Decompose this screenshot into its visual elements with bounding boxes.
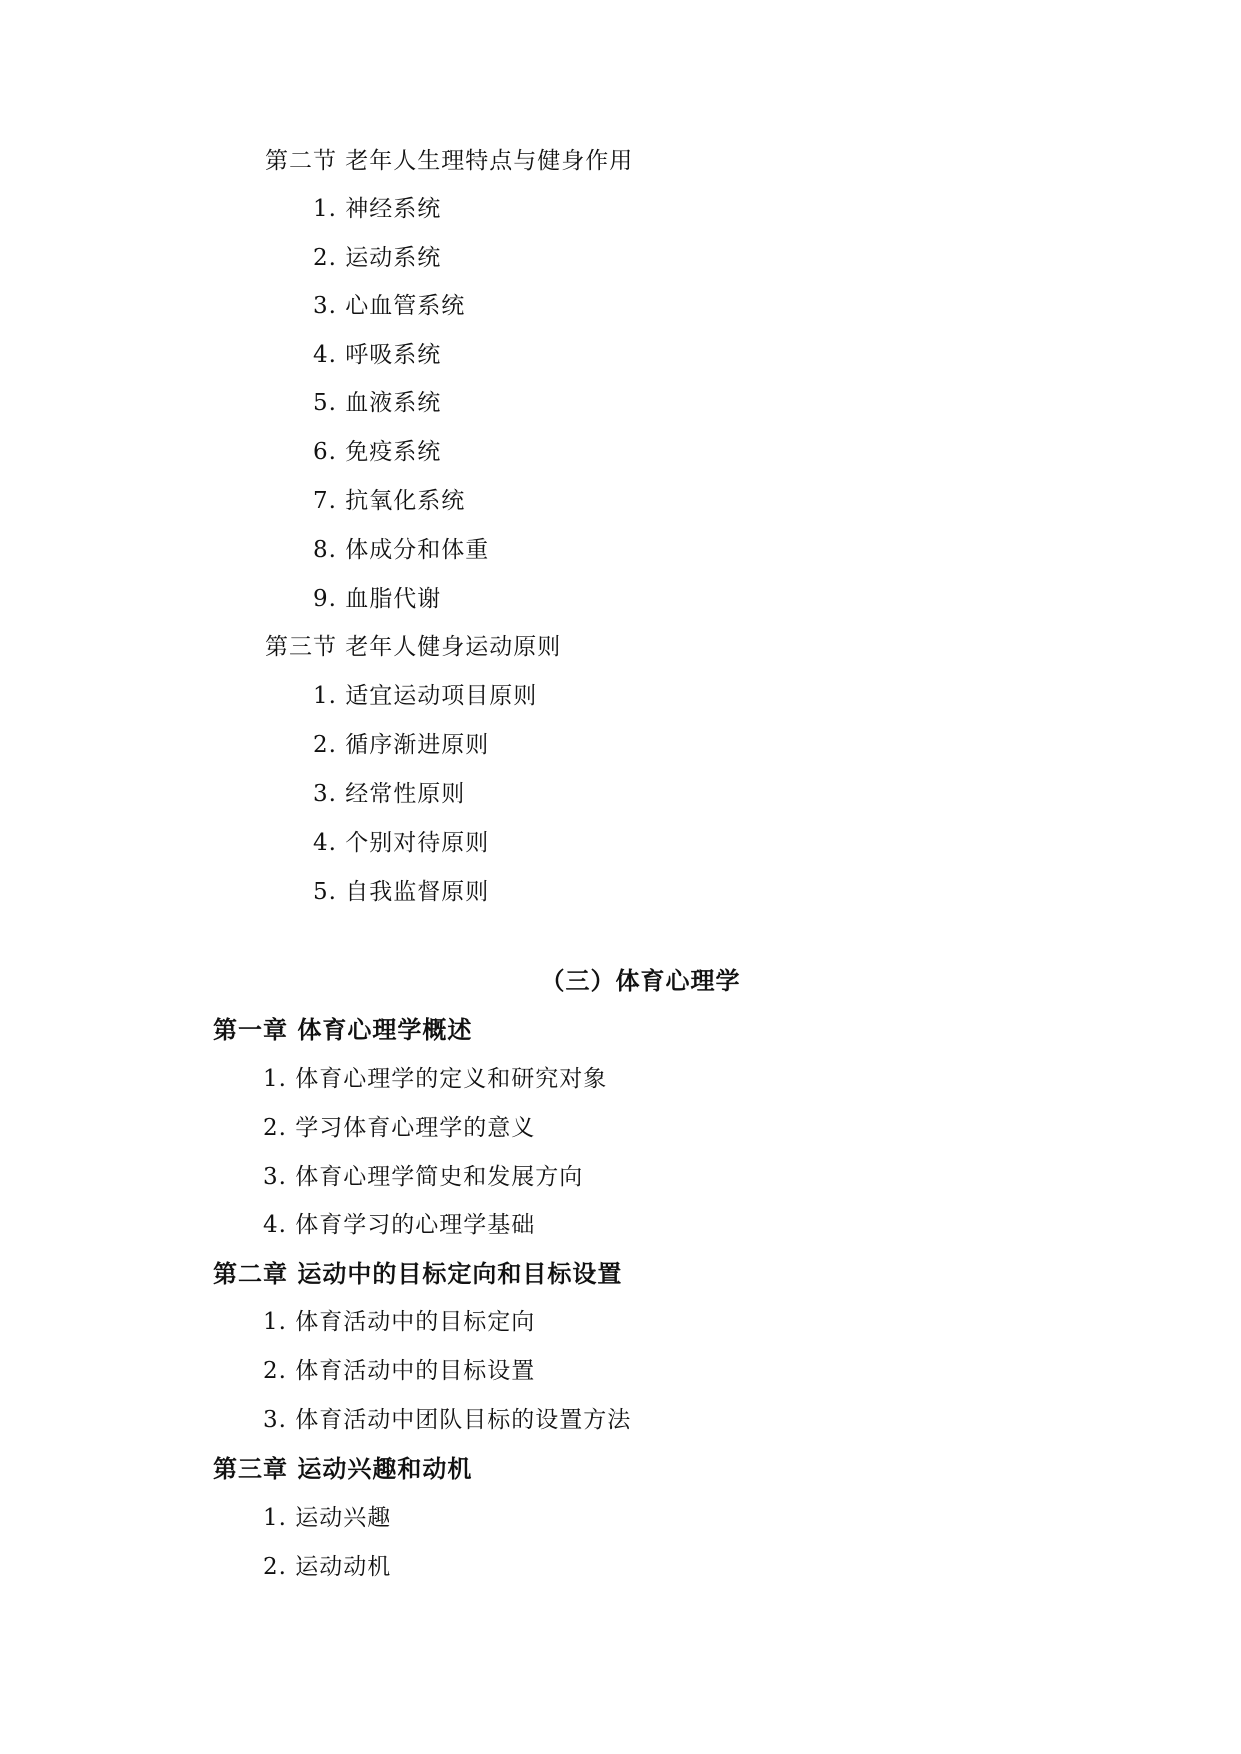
list-item: 2. 运动动机 xyxy=(263,1554,392,1580)
list-item: 9. 血脂代谢 xyxy=(313,586,442,612)
list-item: 4. 呼吸系统 xyxy=(313,342,442,368)
chapter-title: 第二章 运动中的目标定向和目标设置 xyxy=(213,1260,623,1288)
list-item: 7. 抗氧化系统 xyxy=(313,488,466,514)
list-item: 6. 免疫系统 xyxy=(313,439,442,465)
list-item: 2. 体育活动中的目标设置 xyxy=(263,1358,536,1384)
list-item: 3. 体育活动中团队目标的设置方法 xyxy=(263,1407,632,1433)
list-item: 4. 体育学习的心理学基础 xyxy=(263,1212,536,1238)
chapter-title: 第一章 体育心理学概述 xyxy=(213,1016,473,1044)
list-item: 5. 血液系统 xyxy=(313,390,442,416)
list-item: 8. 体成分和体重 xyxy=(313,537,490,563)
list-item: 2. 学习体育心理学的意义 xyxy=(263,1115,536,1141)
list-item: 2. 循序渐进原则 xyxy=(313,732,490,758)
list-item: 3. 经常性原则 xyxy=(313,781,466,807)
list-item: 1. 神经系统 xyxy=(313,196,442,222)
chapter-title: 第三章 运动兴趣和动机 xyxy=(213,1455,473,1483)
section-title: 第三节 老年人健身运动原则 xyxy=(265,634,562,660)
part-title: （三）体育心理学 xyxy=(540,967,741,995)
list-item: 3. 体育心理学简史和发展方向 xyxy=(263,1164,584,1190)
list-item: 5. 自我监督原则 xyxy=(313,879,490,905)
section-title: 第二节 老年人生理特点与健身作用 xyxy=(265,148,634,174)
list-item: 1. 运动兴趣 xyxy=(263,1505,392,1531)
list-item: 4. 个别对待原则 xyxy=(313,830,490,856)
list-item: 1. 适宜运动项目原则 xyxy=(313,683,538,709)
list-item: 1. 体育心理学的定义和研究对象 xyxy=(263,1066,608,1092)
list-item: 3. 心血管系统 xyxy=(313,293,466,319)
list-item: 2. 运动系统 xyxy=(313,245,442,271)
list-item: 1. 体育活动中的目标定向 xyxy=(263,1309,536,1335)
